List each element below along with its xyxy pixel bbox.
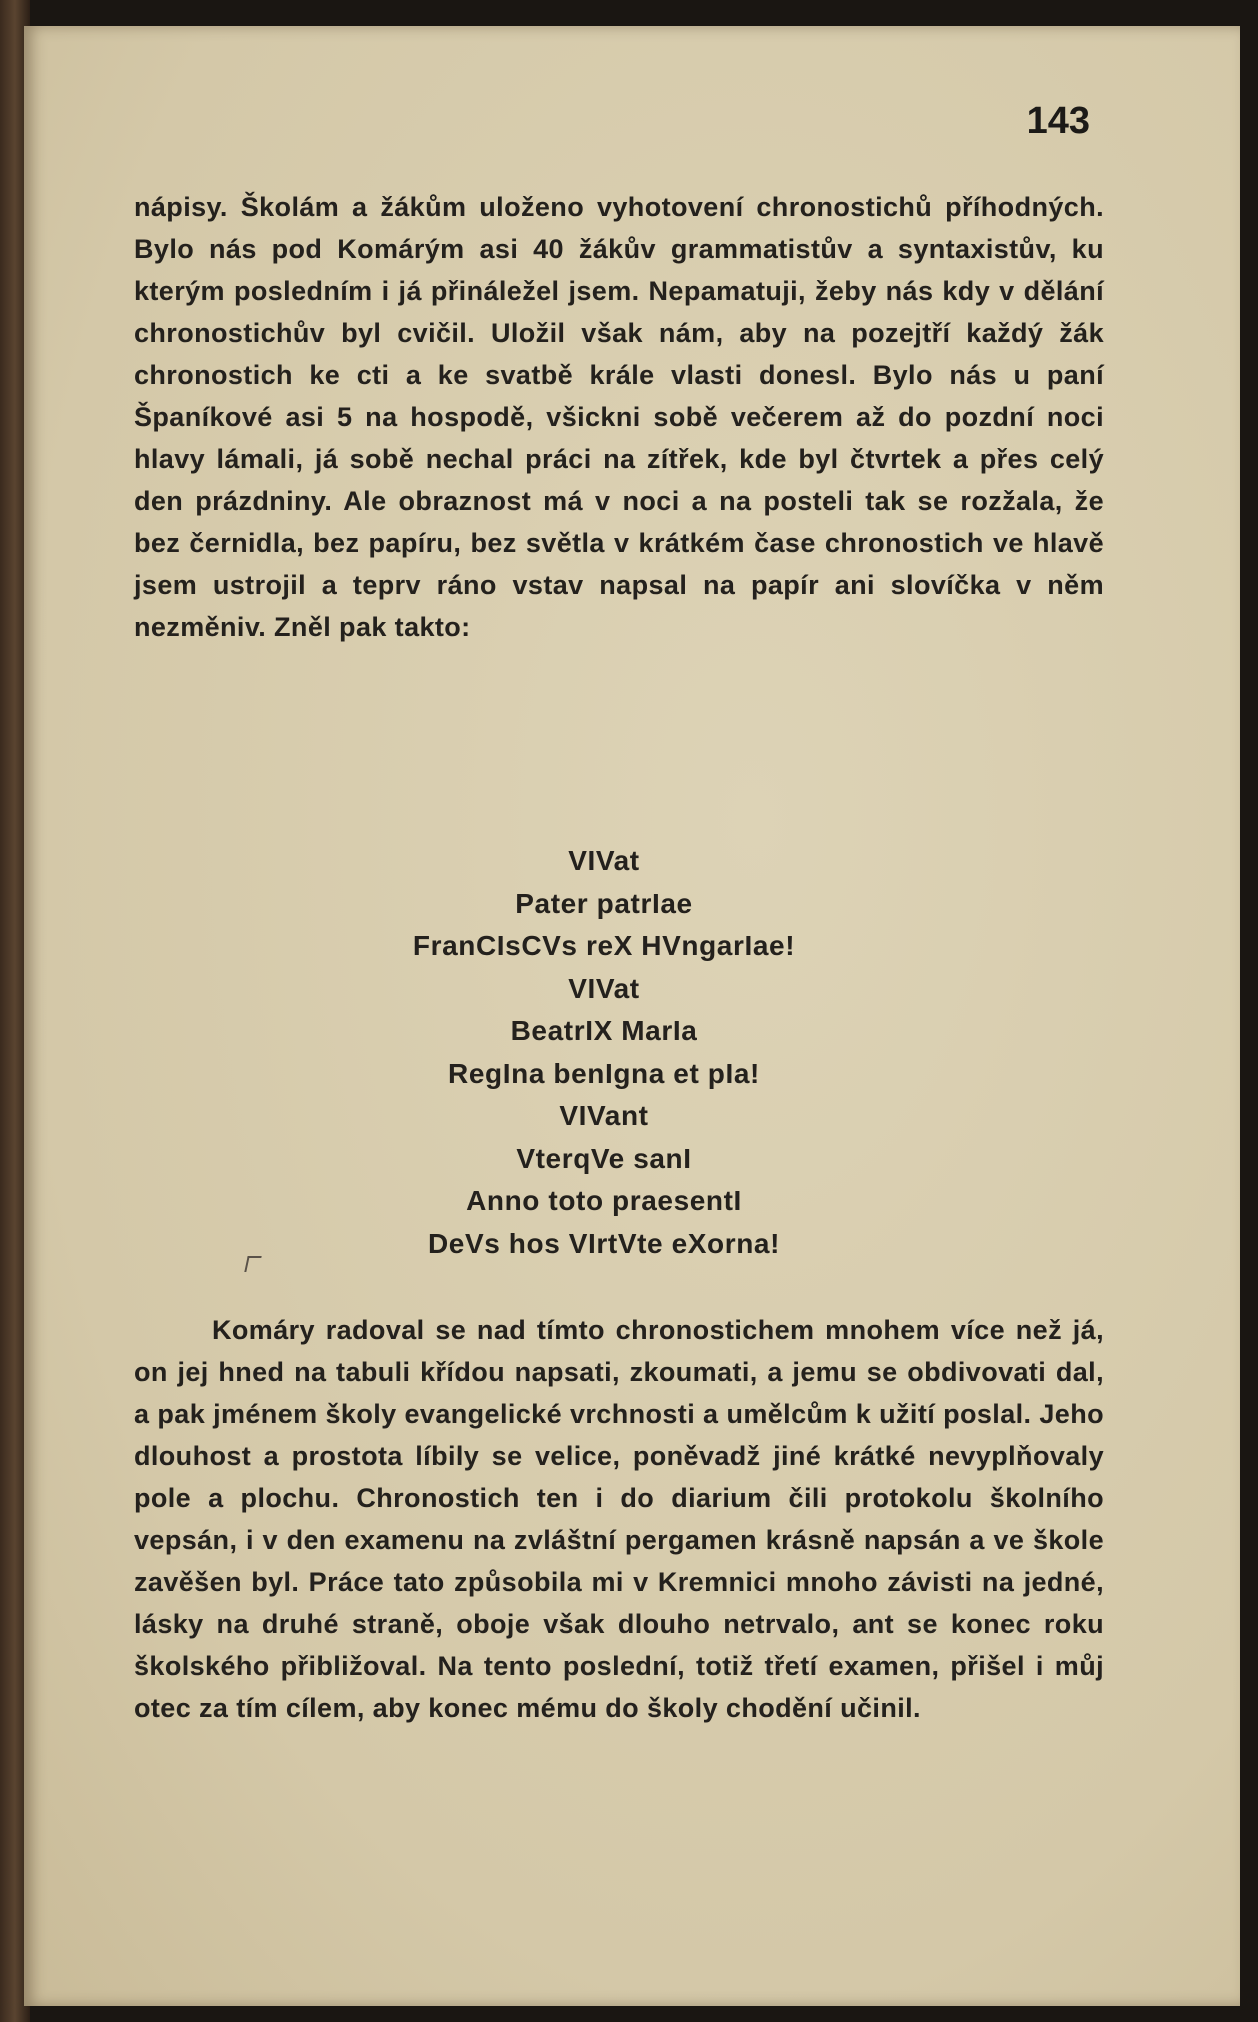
page-number: 143 xyxy=(1026,100,1090,142)
poem-line: Anno toto praesentI xyxy=(466,1185,742,1216)
poem-line: VterqVe sanI xyxy=(516,1142,692,1174)
paragraph-continuation: Komáry radoval se nad tímto chronostichem mnohem více než já, on jej hned na tabuli křídou napsati, zkoumati, a jemu se obdivovati dal, a pak jménem školy evangelické vrchnosti a umělcům k užití poslal. Jeho dlouhost a prostota líbily se velice, poněvadž jiné krátké nevyplňovaly pole a plochu. Chronostich ten i do diarium čili protokolu školního vepsán, i v den examenu na zvláštní pergamen krásně napsán a ve škole zavěšen byl. Práce tato způsobila mi v Kremnici mnoho závisti na jedné, lásky na druhé straně, oboje však dlouho netrvalo, ant se konec roku školského přibližoval. Na tento poslední, totiž třetí examen, přišel i můj otec za tím cílem, aby konec mému do školy chodění učinil. xyxy=(134,1315,1104,1723)
chronostich-poem xyxy=(324,840,884,1265)
poem-line: VIVat xyxy=(568,972,640,1004)
poem-line: RegIna benIgna et pIa! xyxy=(448,1057,760,1089)
poem-line: Pater patrIae xyxy=(515,887,693,919)
poem-line: FranCIsCVs reX HVngarIae! xyxy=(412,930,796,961)
book-page xyxy=(24,26,1240,2006)
poem-line: VIVat xyxy=(568,845,640,876)
paragraph-intro: nápisy. Školám a žákům uloženo vyhotovení chronostichů příhodných. Bylo nás pod Komárým asi 40 žákův grammatistův a syntaxistův, ku kterým posledním i já přináležel jsem. Nepamatuji, žeby nás kdy v dělání chronostichův byl cvičil. Uložil však nám, aby na pozejtří každý žák chronostich ke cti a ke svatbě krále vlasti donesl. Bylo nás u paní Španíkové asi 5 na hospodě, všickni sobě večerem až do pozdní noci hlavy lámali, já sobě nechal práci na zítřek, kde byl čtvrtek a přes celý den prázdniny. Ale obraznost má v noci a na posteli tak se rozžala, že bez černidla, bez papíru, bez světla v krátkém čase chronostich ve hlavě jsem ustrojil a teprv ráno vstav napsal na papír ani slovíčka v něm nezměniv. Zněl pak takto: xyxy=(134,192,1104,642)
stray-ink-mark xyxy=(244,1256,261,1272)
poem-line: BeatrIX MarIa xyxy=(510,1015,698,1046)
poem-line: VIVant xyxy=(559,1100,649,1131)
poem-line: DeVs hos VIrtVte eXorna! xyxy=(427,1227,781,1259)
